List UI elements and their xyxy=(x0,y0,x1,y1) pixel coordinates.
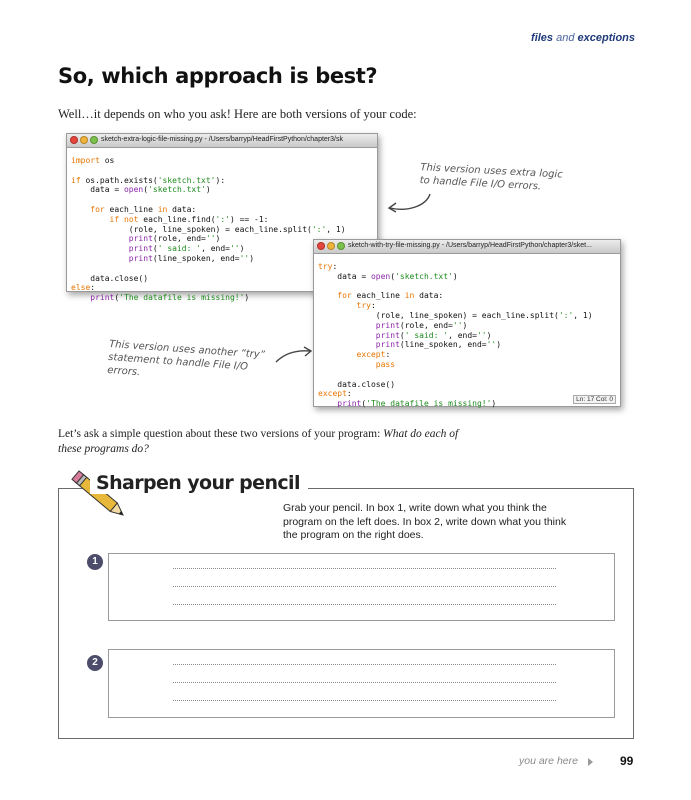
page-title: So, which approach is best? xyxy=(58,64,378,88)
answer-line[interactable] xyxy=(173,568,556,569)
curved-arrow-icon xyxy=(272,344,316,366)
running-head-exceptions: exceptions xyxy=(577,32,635,44)
answer-box-1[interactable] xyxy=(108,553,615,621)
minimize-window-icon[interactable] xyxy=(80,136,88,144)
window-title: sketch-extra-logic-file-missing.py - /Users/barryp/HeadFirstPython/chapter3/sk xyxy=(101,136,343,143)
annotation-extra-logic: This version uses extra logic to handle File I/O errors. xyxy=(419,162,563,193)
running-head-files: files xyxy=(531,32,554,44)
traffic-lights xyxy=(317,242,347,250)
question-emphasis: What do each of these programs do? xyxy=(58,428,459,455)
curved-arrow-icon xyxy=(384,190,436,216)
answer-line[interactable] xyxy=(173,664,556,665)
page-number: 99 xyxy=(620,754,634,768)
code-listing: try: data = open('sketch.txt') for each_line in data: try: (role, line_spoken) = each_line.split(':', 1) print(role, end='') print(' said: ', end='') print(line_spoken, end='') except: pass data.close() except: print('The datafile is missing!') xyxy=(318,262,593,409)
cursor-position-status: Ln: 17 Col: 0 xyxy=(573,395,616,404)
sharpen-title: Sharpen your pencil xyxy=(90,472,308,494)
traffic-lights xyxy=(70,136,100,144)
answer-box-2[interactable] xyxy=(108,649,615,718)
close-window-icon[interactable] xyxy=(317,242,325,250)
annotation-try: This version uses another “try” statement to handle File I/O errors. xyxy=(106,338,266,379)
code-listing: import os if os.path.exists('sketch.txt'): data = open('sketch.txt') for each_line in data: if not each_line.find(':') == -1: (role, line_spoken) = each_line.split(':', 1) print(role, end='') print(' said: ', end='') print(line_spoken, end='') data.close() else: print('The datafile is missing!') xyxy=(71,156,346,303)
running-head-and: and xyxy=(556,32,575,44)
question-lead: Let’s ask a simple question about these two versions of your program: xyxy=(58,428,381,440)
intro-text: Well…it depends on who you ask! Here are both versions of your code: xyxy=(58,107,417,121)
box-number-badge: 1 xyxy=(87,554,103,570)
answer-line[interactable] xyxy=(173,682,556,683)
window-titlebar xyxy=(67,134,377,148)
question-text xyxy=(58,427,478,457)
you-are-here-label: you are here xyxy=(519,755,578,767)
window-title: sketch-with-try-file-missing.py - /Users/barryp/HeadFirstPython/chapter3/sket... xyxy=(348,242,592,249)
zoom-window-icon[interactable] xyxy=(337,242,345,250)
answer-line[interactable] xyxy=(173,586,556,587)
running-head xyxy=(531,32,635,44)
box-number-badge: 2 xyxy=(87,655,103,671)
answer-line[interactable] xyxy=(173,700,556,701)
arrow-right-icon xyxy=(588,758,593,766)
minimize-window-icon[interactable] xyxy=(327,242,335,250)
close-window-icon[interactable] xyxy=(70,136,78,144)
answer-line[interactable] xyxy=(173,604,556,605)
code-window-try xyxy=(313,239,621,407)
sharpen-instructions: Grab your pencil. In box 1, write down what you think the program on the left does. In box 2, write down what you think the program on the right does. xyxy=(283,502,567,541)
zoom-window-icon[interactable] xyxy=(90,136,98,144)
window-titlebar xyxy=(314,240,620,254)
